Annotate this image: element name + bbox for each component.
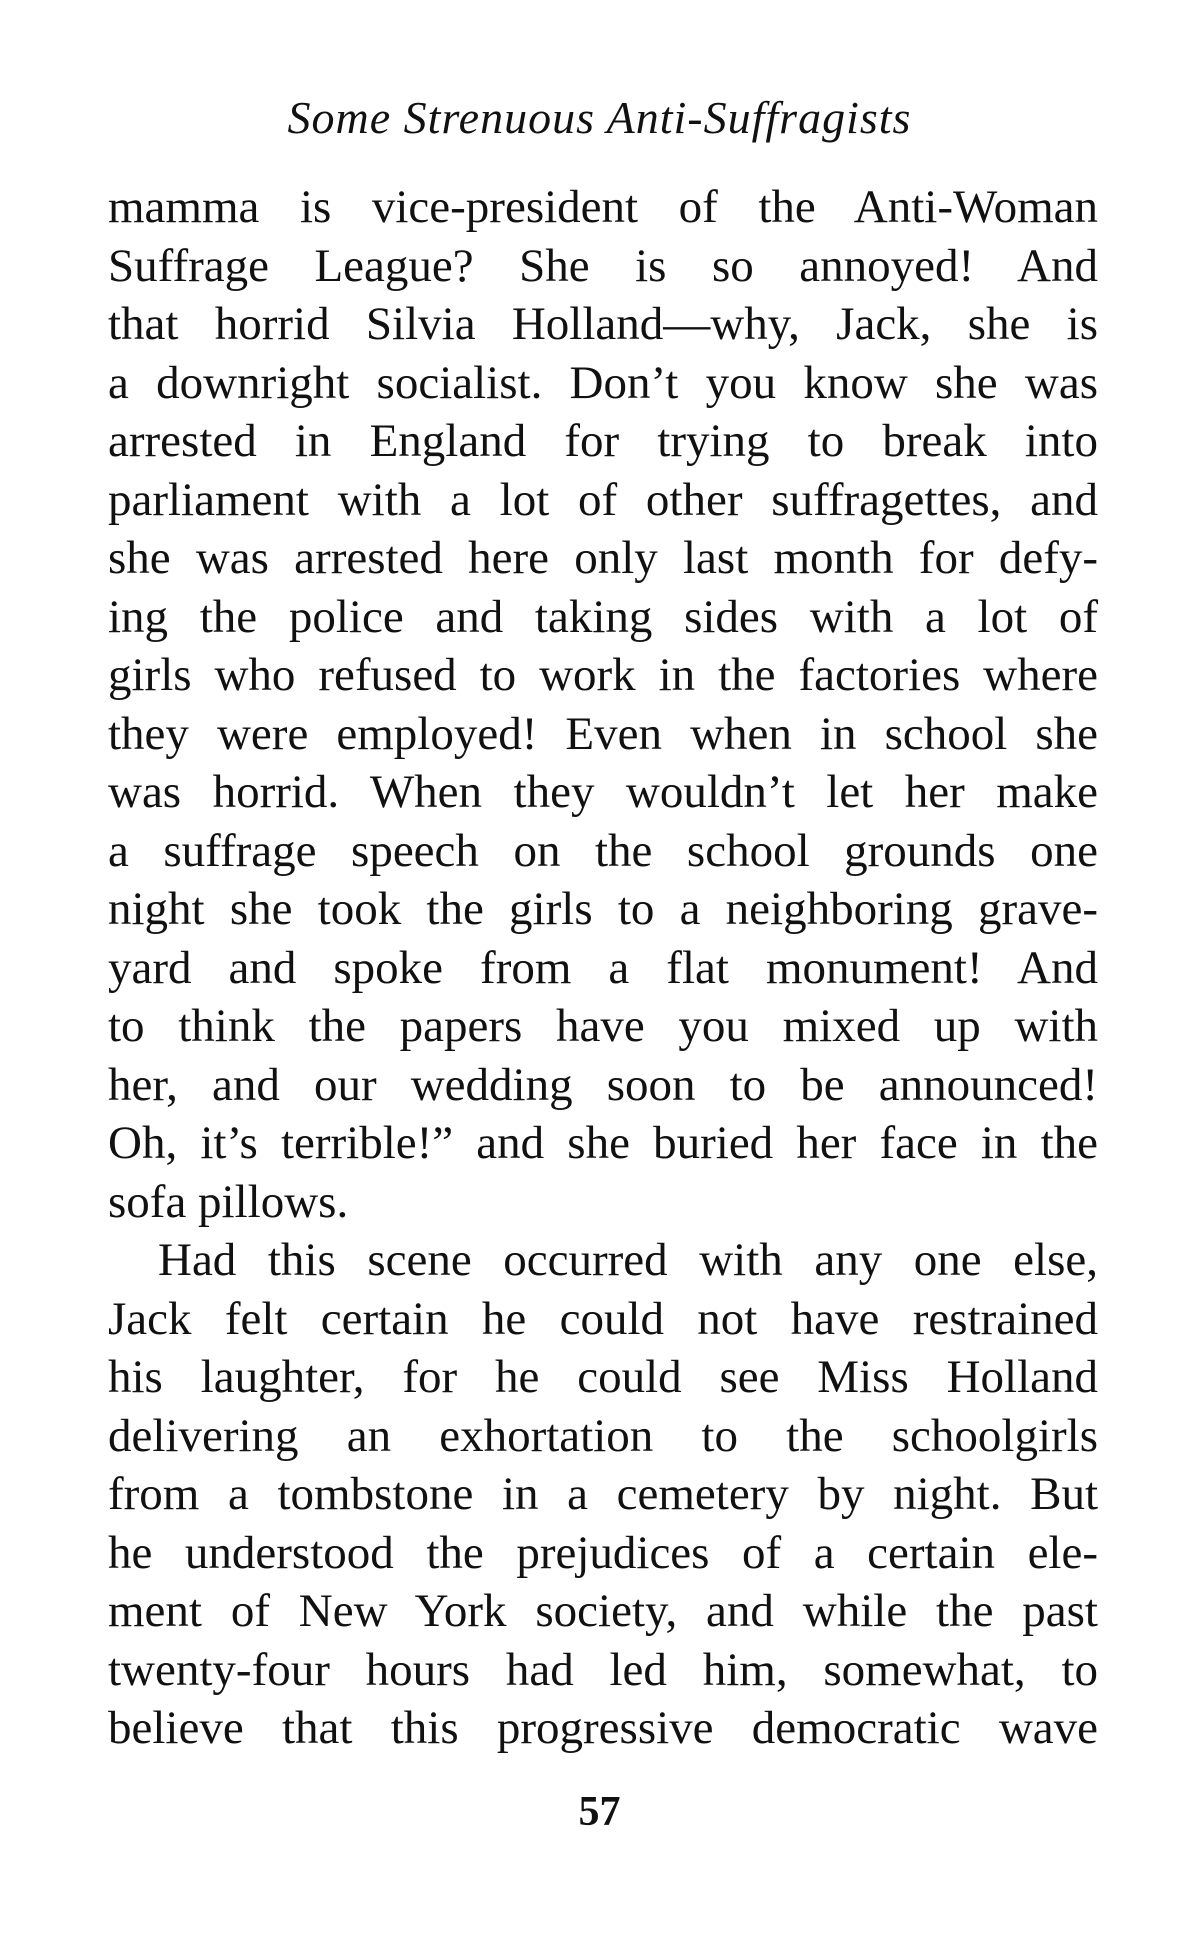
text-line: yard and spoke from a flat monument! And: [108, 941, 1098, 994]
running-head: Some Strenuous Anti-Suffragists: [287, 92, 912, 143]
text-line: that horrid Silvia Holland—why, Jack, she is: [108, 298, 1098, 350]
text-line: a suffrage speech on the school grounds one: [108, 824, 1098, 877]
text-line: ment of New York society, and while the past: [108, 1585, 1098, 1637]
page-number: 57: [578, 1789, 621, 1835]
text-line: he understood the prejudices of a certain ele-: [108, 1526, 1098, 1579]
text-line: mamma is vice-president of the Anti-Woman: [108, 181, 1098, 233]
text-line: was horrid. When they wouldn’t let her make: [108, 766, 1098, 818]
text-line: Oh, it’s terrible!” and she buried her face in the: [108, 1117, 1098, 1169]
text-line: girls who refused to work in the factories where: [108, 649, 1098, 701]
text-line: delivering an exhortation to the schoolgirls: [108, 1409, 1098, 1462]
text-line: her, and our wedding soon to be announced!: [108, 1058, 1098, 1111]
text-line: believe that this progressive democratic wave: [108, 1702, 1098, 1754]
paragraph: [108, 1231, 1098, 1758]
text-line: arrested in England for trying to break into: [108, 415, 1098, 467]
text-line: to think the papers have you mixed up with: [108, 1000, 1098, 1052]
body-text: [108, 178, 1098, 1758]
text-line: she was arrested here only last month for defy-: [108, 532, 1098, 584]
text-line: Had this scene occurred with any one else,: [158, 1234, 1098, 1286]
text-line: ing the police and taking sides with a lot of: [108, 590, 1098, 643]
text-line: parliament with a lot of other suffragettes, and: [108, 473, 1098, 526]
text-line: Jack felt certain he could not have restrained: [108, 1292, 1098, 1345]
text-line: night she took the girls to a neighboring grave-: [108, 883, 1098, 935]
text-line: they were employed! Even when in school she: [108, 707, 1098, 760]
text-line: Suffrage League? She is so annoyed! And: [108, 239, 1098, 292]
text-line: sofa pillows.: [108, 1175, 349, 1228]
text-line: twenty-four hours had led him, somewhat, to: [108, 1643, 1098, 1696]
text-line: a downright socialist. Don’t you know she was: [108, 356, 1098, 409]
text-line: his laughter, for he could see Miss Holland: [108, 1351, 1098, 1403]
text-line: from a tombstone in a cemetery by night. But: [108, 1468, 1098, 1520]
paragraph: [108, 178, 1098, 1231]
